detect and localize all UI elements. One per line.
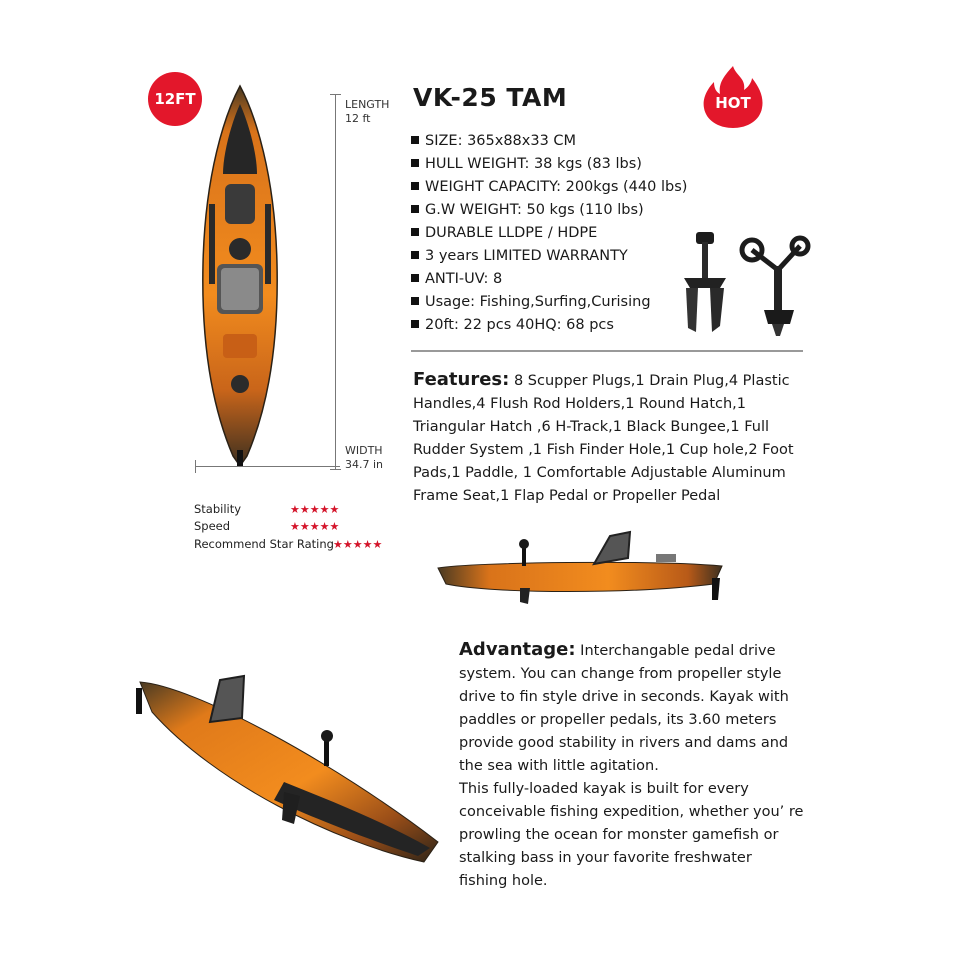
fin-pedal-drive-image	[680, 228, 730, 336]
features-paragraph	[413, 368, 805, 508]
advantage-heading: Advantage:	[459, 639, 576, 660]
hot-label: HOT	[715, 94, 751, 112]
width-label: WIDTH 34.7 in	[345, 444, 384, 471]
kayak-angled-view-image	[134, 672, 444, 868]
bullet-square-icon	[411, 297, 419, 305]
spec-item: 3 years LIMITED WARRANTY	[411, 245, 687, 268]
star-icon: ★★★★★	[333, 538, 383, 551]
bullet-square-icon	[411, 251, 419, 259]
spec-item: HULL WEIGHT: 38 kgs (83 lbs)	[411, 153, 687, 176]
section-divider	[411, 350, 803, 352]
bullet-square-icon	[411, 136, 419, 144]
features-text: 8 Scupper Plugs,1 Drain Plug,4 Plastic Handles,4 Flush Rod Holders,1 Round Hatch,1 Triangular Hatch ,6 H-Track,1 Black Bungee,1 Full Rudder System ,1 Fish Finder Hole,1 Cup hole,2 Foot Pads,1 Paddle, 1 Comfortable Adjustable Aluminum Frame Seat,1 Flap Pedal or Propeller Pedal	[413, 373, 794, 504]
spec-item: SIZE: 365x88x33 CM	[411, 130, 687, 153]
bullet-square-icon	[411, 320, 419, 328]
rating-label: Recommend Star Rating	[194, 537, 334, 551]
width-dimension-cap	[195, 460, 196, 473]
spec-item: 20ft: 22 pcs 40HQ: 68 pcs	[411, 314, 687, 337]
length-dimension-line	[335, 94, 336, 470]
spec-list	[411, 130, 687, 337]
bullet-square-icon	[411, 182, 419, 190]
rating-label: Stability	[194, 502, 242, 516]
spec-item: G.W WEIGHT: 50 kgs (110 lbs)	[411, 199, 687, 222]
bullet-square-icon	[411, 159, 419, 167]
size-badge: 12FT	[148, 72, 202, 126]
length-dimension-cap	[330, 94, 341, 95]
kayak-top-view-image	[195, 84, 285, 468]
spec-item: ANTI-UV: 8	[411, 268, 687, 291]
width-dimension-line	[195, 466, 340, 467]
features-heading: Features:	[413, 369, 510, 390]
bullet-square-icon	[411, 205, 419, 213]
spec-item: DURABLE LLDPE / HDPE	[411, 222, 687, 245]
advantage-text-secondary: This fully-loaded kayak is built for every conceivable fishing expedition, whether you’ re prowling the ocean for monster gamefish or stalking bass in your favorite freshwater fishing hole.	[459, 781, 804, 889]
product-title: VK-25 TAM	[413, 83, 568, 112]
rating-label: Speed	[194, 519, 231, 533]
bullet-square-icon	[411, 228, 419, 236]
advantage-paragraph	[459, 638, 804, 893]
star-icon: ★★★★★	[290, 503, 340, 516]
propeller-pedal-drive-image	[738, 236, 812, 336]
spec-item: WEIGHT CAPACITY: 200kgs (440 lbs)	[411, 176, 687, 199]
length-dimension-cap	[330, 469, 341, 470]
hot-badge	[700, 64, 766, 130]
star-icon: ★★★★★	[290, 520, 340, 533]
spec-item: Usage: Fishing,Surfing,Curising	[411, 291, 687, 314]
bullet-square-icon	[411, 274, 419, 282]
kayak-side-view-image	[434, 528, 726, 608]
advantage-text: Interchangable pedal drive system. You can change from propeller style drive to fin style drive in seconds. Kayak with paddles or propeller pedals, its 3.60 meters provide good stability in rivers and dams and the sea with little agitation.	[459, 643, 789, 774]
length-label: LENGTH 12 ft	[345, 98, 390, 125]
